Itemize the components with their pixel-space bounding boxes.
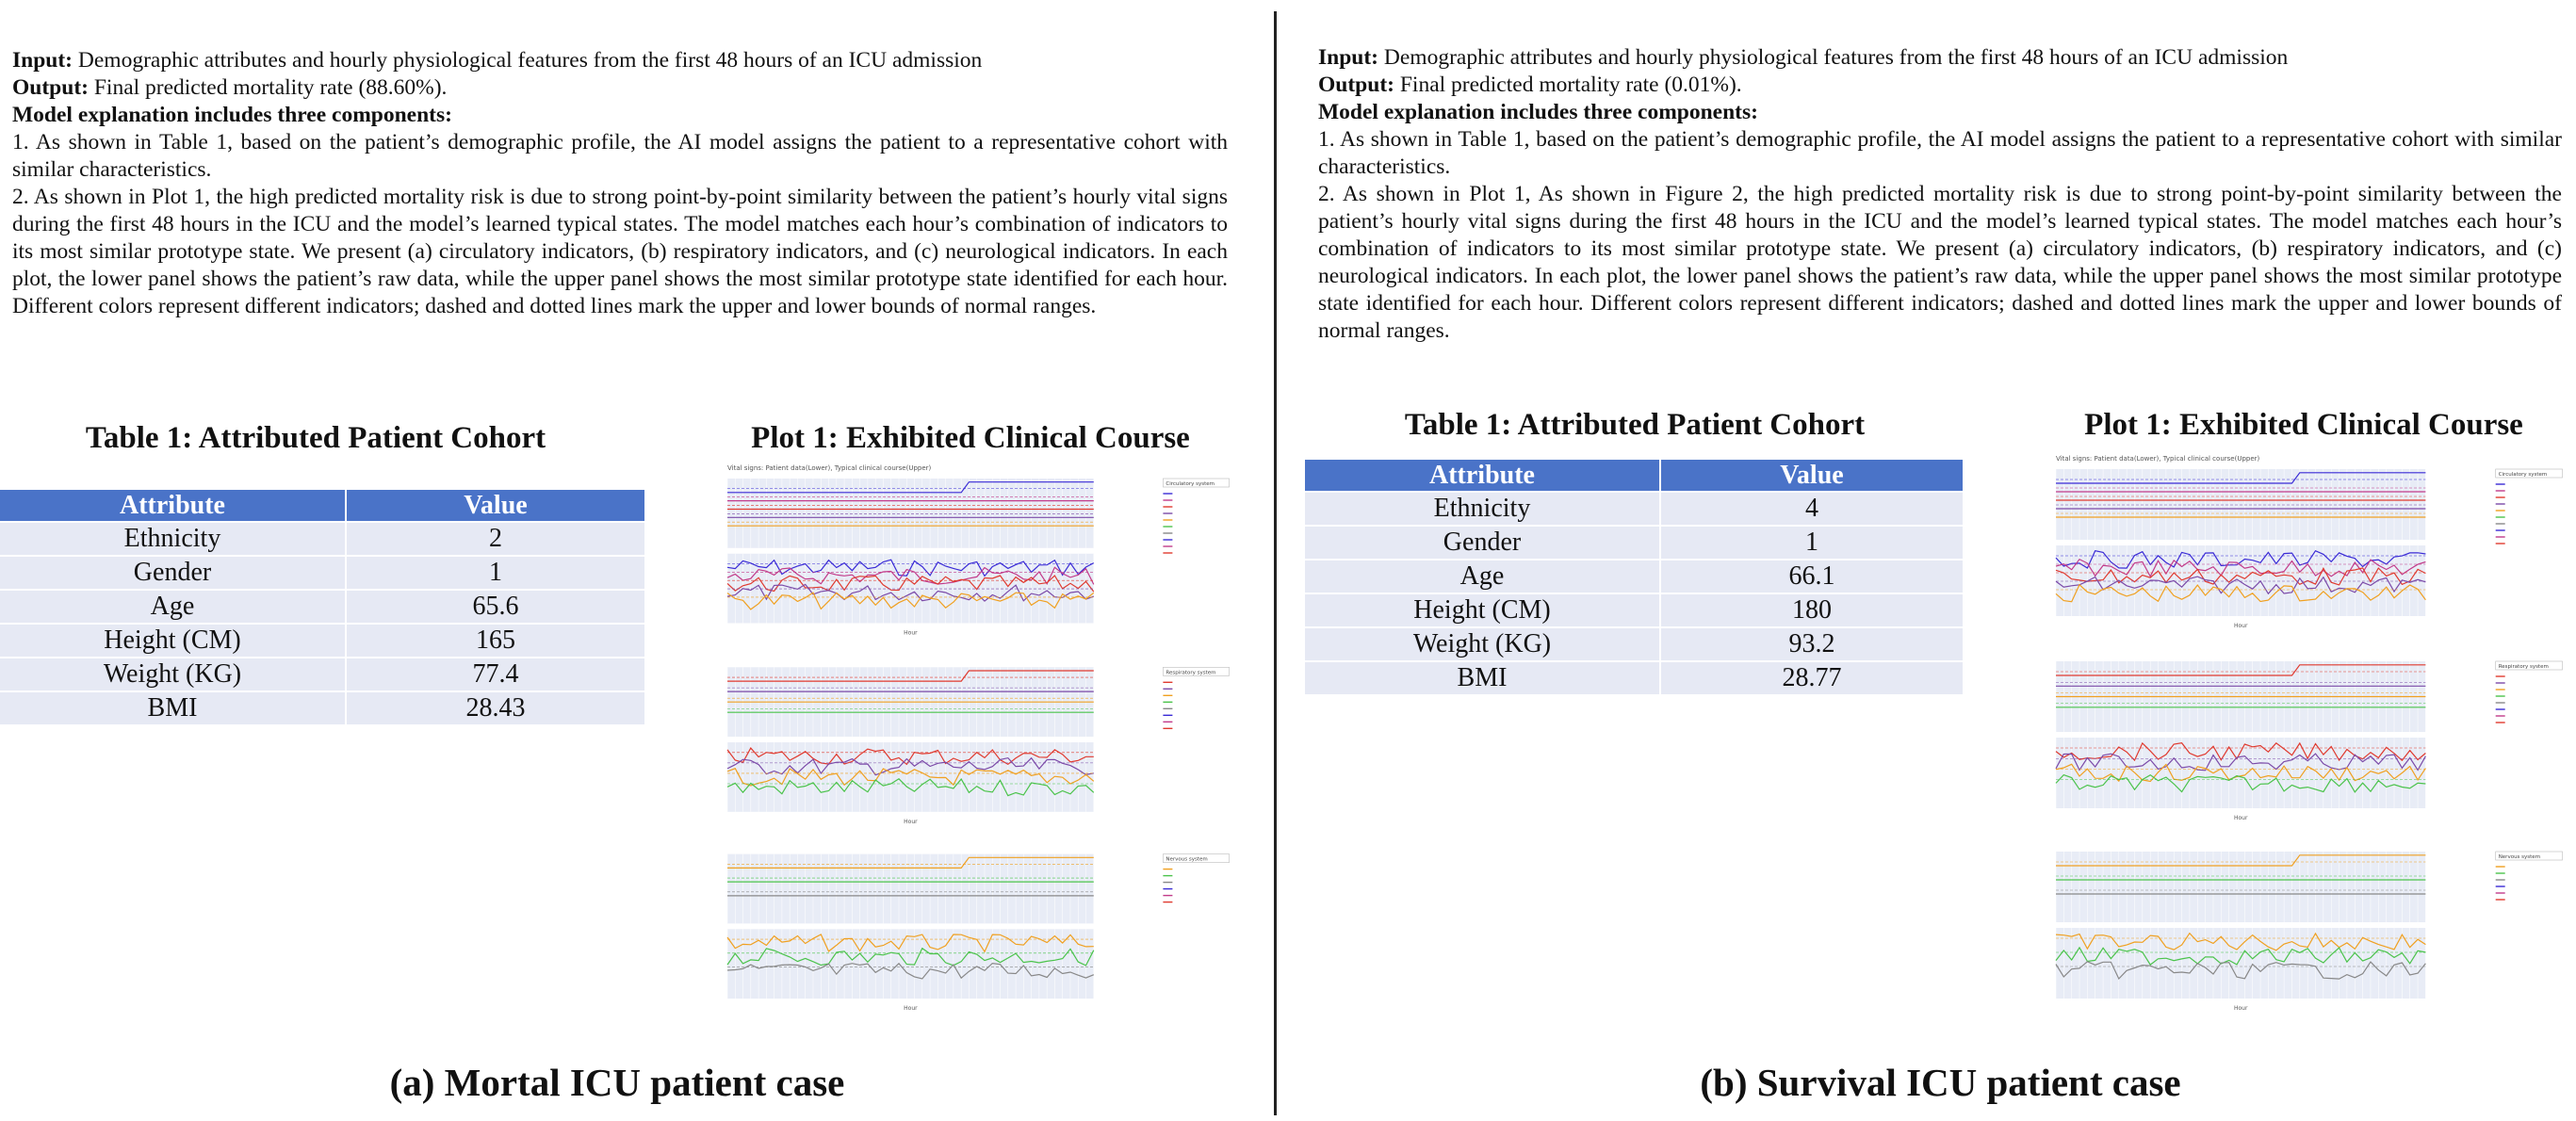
explanation-item-2: 2. As shown in Plot 1, the high predicted mortality risk is due to strong point-by-point similarity between the patient’s hourly vital signs during the first 48 hours in the ICU and the model’s learned typical states. The model matches each hour’s combination of indicators to its most similar prototype state. We present (a) circulatory indicators, (b) respiratory indicators, and (c) neurological indicators. In each plot, the lower panel shows the patient’s raw data, while the upper panel shows the most similar prototype state identified for each hour. Different colors represent different indicators; dashed and dotted lines mark the upper and lower bounds of normal ranges. [12,185,1228,318]
table-cell-value: 4 [1660,492,1964,526]
clinical-course-svg [726,462,1234,1017]
figure-caption: (a) Mortal ICU patient case [389,1061,845,1104]
panel-mortal-case [0,0,1263,1121]
table-row [1305,560,1964,593]
table-cell-attribute: Gender [0,556,346,590]
x-axis-label: Hour [2233,815,2248,821]
table-header-value: Value [346,490,645,522]
table-title: Table 1: Attributed Patient Cohort [85,421,546,455]
table-cell-attribute: Ethnicity [0,522,346,556]
table-cell-value: 180 [1660,593,1964,627]
description [1318,44,2562,345]
table-row [0,556,645,590]
figure-caption: (b) Survival ICU patient case [1700,1061,2181,1104]
panel-survival-case [1305,0,2576,1121]
x-axis-label: Hour [904,818,918,825]
table-row [1305,627,1964,661]
table-cell-attribute: Weight (KG) [1305,627,1660,661]
explanation-heading: Model explanation includes three components: [1318,100,1758,124]
table-cell-attribute: Age [1305,560,1660,593]
output-label: Output: [12,75,89,100]
table-row [0,522,645,556]
plot-subtitle: Vital signs: Patient data(Lower), Typical clinical course(Upper) [727,464,932,472]
table-cell-attribute: Weight (KG) [0,658,346,691]
x-axis-label: Hour [904,1005,918,1013]
table-cell-value: 1 [1660,526,1964,560]
panel-divider [1274,11,1277,1115]
table-header-value: Value [1660,460,1964,492]
legend-title: Respiratory system [2498,664,2549,670]
output-text: Final predicted mortality rate (0.01%). [1399,73,1742,97]
patient-data-panel [727,929,1094,999]
cohort-table [0,490,646,724]
table-row [1305,526,1964,560]
table-cell-attribute: Age [0,590,346,624]
table-header-attribute: Attribute [0,490,346,522]
plot-title: Plot 1: Exhibited Clinical Course [2084,408,2523,442]
input-text: Demographic attributes and hourly physiological features from the first 48 hours of an ICU admission [1383,45,2289,70]
legend-title: Circulatory system [2498,472,2548,478]
table-cell-value: 93.2 [1660,627,1964,661]
table-row [0,590,645,624]
explanation-item-1: 1. As shown in Table 1, based on the patient’s demographic profile, the AI model assigns the patient to a representative cohort with similar characteristics. [12,130,1228,182]
table-cell-value: 77.4 [346,658,645,691]
table-row [0,691,645,724]
table-cell-value: 65.6 [346,590,645,624]
table-cell-attribute: BMI [0,691,346,724]
table-header-attribute: Attribute [1305,460,1660,492]
legend-title: Respiratory system [1166,670,1216,676]
table-cell-attribute: Height (CM) [0,624,346,658]
explanation-item-1: 1. As shown in Table 1, based on the patient’s demographic profile, the AI model assigns the patient to a representative cohort with similar characteristics. [1318,127,2562,179]
table-cell-value: 66.1 [1660,560,1964,593]
table-cell-attribute: BMI [1305,661,1660,694]
output-label: Output: [1318,73,1394,97]
output-text: Final predicted mortality rate (88.60%). [93,75,448,100]
explanation-heading: Model explanation includes three components: [12,103,452,127]
input-text: Demographic attributes and hourly physiological features from the first 48 hours of an ICU admission [77,48,983,73]
x-axis-label: Hour [2233,623,2248,629]
typical-course-panel [727,854,1094,924]
table-cell-value: 1 [346,556,645,590]
table-cell-attribute: Gender [1305,526,1660,560]
explanation-item-2: 2. As shown in Plot 1, As shown in Figure 2, the high predicted mortality risk is due to strong point-by-point similarity between the patient’s hourly vital signs during the first 48 hours in the ICU and the model’s learned typical states. The model matches each hour’s combination of indicators to its most similar prototype state. We present (a) circulatory indicators, (b) respiratory indicators, and (c) neurological indicators. In each plot, the lower panel shows the patient’s raw data, while the upper panel shows the most similar prototype state identified for each hour. Different colors represent different indicators; dashed and dotted lines mark the upper and lower bounds of normal ranges. [1318,182,2562,343]
clinical-course-figure [726,462,1234,1017]
table-cell-attribute: Ethnicity [1305,492,1660,526]
legend-title: Nervous system [2498,854,2541,860]
table-cell-value: 28.43 [346,691,645,724]
x-axis-label: Hour [904,629,918,637]
input-label: Input: [1318,45,1379,70]
legend-title: Circulatory system [1166,481,1215,487]
clinical-course-figure [2054,452,2568,1017]
plot-title: Plot 1: Exhibited Clinical Course [751,421,1190,455]
table-cell-value: 28.77 [1660,661,1964,694]
table-cell-attribute: Height (CM) [1305,593,1660,627]
table-row [0,658,645,691]
table-title: Table 1: Attributed Patient Cohort [1404,408,1866,442]
plot-subtitle: Vital signs: Patient data(Lower), Typical clinical course(Upper) [2056,455,2260,463]
table-row [0,624,645,658]
table-row [1305,593,1964,627]
table-row [1305,661,1964,694]
patient-data-panel [727,554,1094,624]
input-label: Input: [12,48,73,73]
cohort-table [1305,460,1965,694]
x-axis-label: Hour [2233,1005,2248,1012]
legend-title: Nervous system [1166,856,1208,863]
table-cell-value: 2 [346,522,645,556]
table-row [1305,492,1964,526]
clinical-course-svg [2054,452,2568,1017]
description [12,47,1228,320]
table-cell-value: 165 [346,624,645,658]
typical-course-panel [727,479,1094,548]
